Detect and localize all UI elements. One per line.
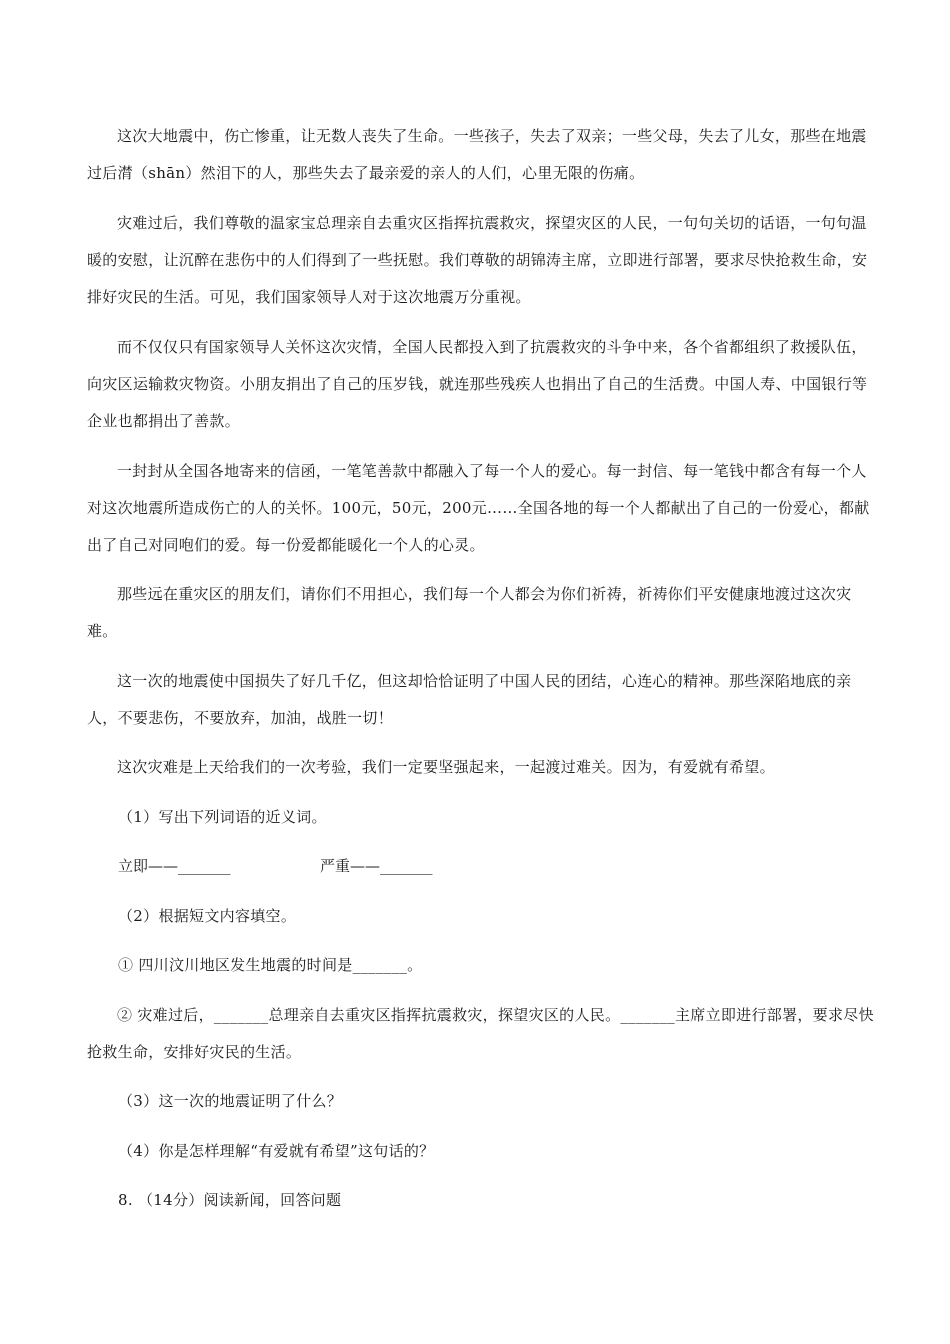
passage-paragraph-3: 而不仅仅只有国家领导人关怀这次灾情，全国人民都投入到了抗震救灾的斗争中来，各个省都组织了救援队伍，向灾区运输救灾物资。小朋友捐出了自己的压岁钱，就连那些残疾人也捐出了自己的生活费。中国人寿、中国银行等企业也都捐出了善款。 [87,338,868,430]
passage-paragraph-2: 灾难过后，我们尊敬的温家宝总理亲自去重灾区指挥抗震救灾，探望灾区的人民，一句句关切的话语，一句句温暖的安慰，让沉醉在悲伤中的人们得到了一些抚慰。我们尊敬的胡锦涛主席，立即进行部署，要求尽快抢救生命，安排好灾民的生活。可见，我们国家领导人对于这次地震万分重视。 [87,214,868,306]
question-1-blank-left: 立即——_______ [118,857,231,875]
question-2-item-b: ② 灾难过后，_______总理亲自去重灾区指挥抗震救灾，探望灾区的人民。_______主席立即进行部署，要求尽快抢救生命，安排好灾民的生活。 [87,1006,874,1061]
passage-paragraph-5: 那些远在重灾区的朋友们，请你们不用担心，我们每一个人都会为你们祈祷，祈祷你们平安健康地渡过这次灾难。 [87,585,852,640]
question-2: （2）根据短文内容填空。 [118,907,297,925]
passage-paragraph-7: 这次灾难是上天给我们的一次考验，我们一定要坚强起来，一起渡过难关。因为，有爱就有希望。 [117,758,775,776]
passage-paragraph-4: 一封封从全国各地寄来的信函，一笔笔善款中都融入了每一个人的爱心。每一封信、每一笔钱中都含有每一个人对这次地震所造成伤亡的人的关怀。100元，50元，200元……全国各地的每一个人都献出了自己的一份爱心，都献出了自己对同咆们的爱。每一份爱都能暖化一个人的心灵。 [87,462,870,554]
question-4: （4）你是怎样理解“有爱就有希望”这句话的？ [118,1142,435,1160]
passage-paragraph-1: 这次大地震中，伤亡惨重，让无数人丧失了生命。一些孩子，失去了双亲；一些父母，失去了儿女，那些在地震过后潸（shān）然泪下的人，那些失去了最亲爱的亲人的人们，心里无限的伤痛。 [87,127,867,182]
question-1: （1）写出下列词语的近义词。 [118,808,327,826]
question-3: （3）这一次的地震证明了什么？ [118,1092,343,1110]
section-8-heading: 8. （14分）阅读新闻，回答问题 [118,1191,342,1209]
question-1-blank-right: 严重——_______ [320,857,433,875]
question-2-item-a: ① 四川汶川地区发生地震的时间是_______。 [118,956,423,974]
passage-paragraph-6: 这一次的地震使中国损失了好几千亿，但这却恰恰证明了中国人民的团结，心连心的精神。那些深陷地底的亲人，不要悲伤，不要放弃，加油，战胜一切！ [87,672,852,727]
